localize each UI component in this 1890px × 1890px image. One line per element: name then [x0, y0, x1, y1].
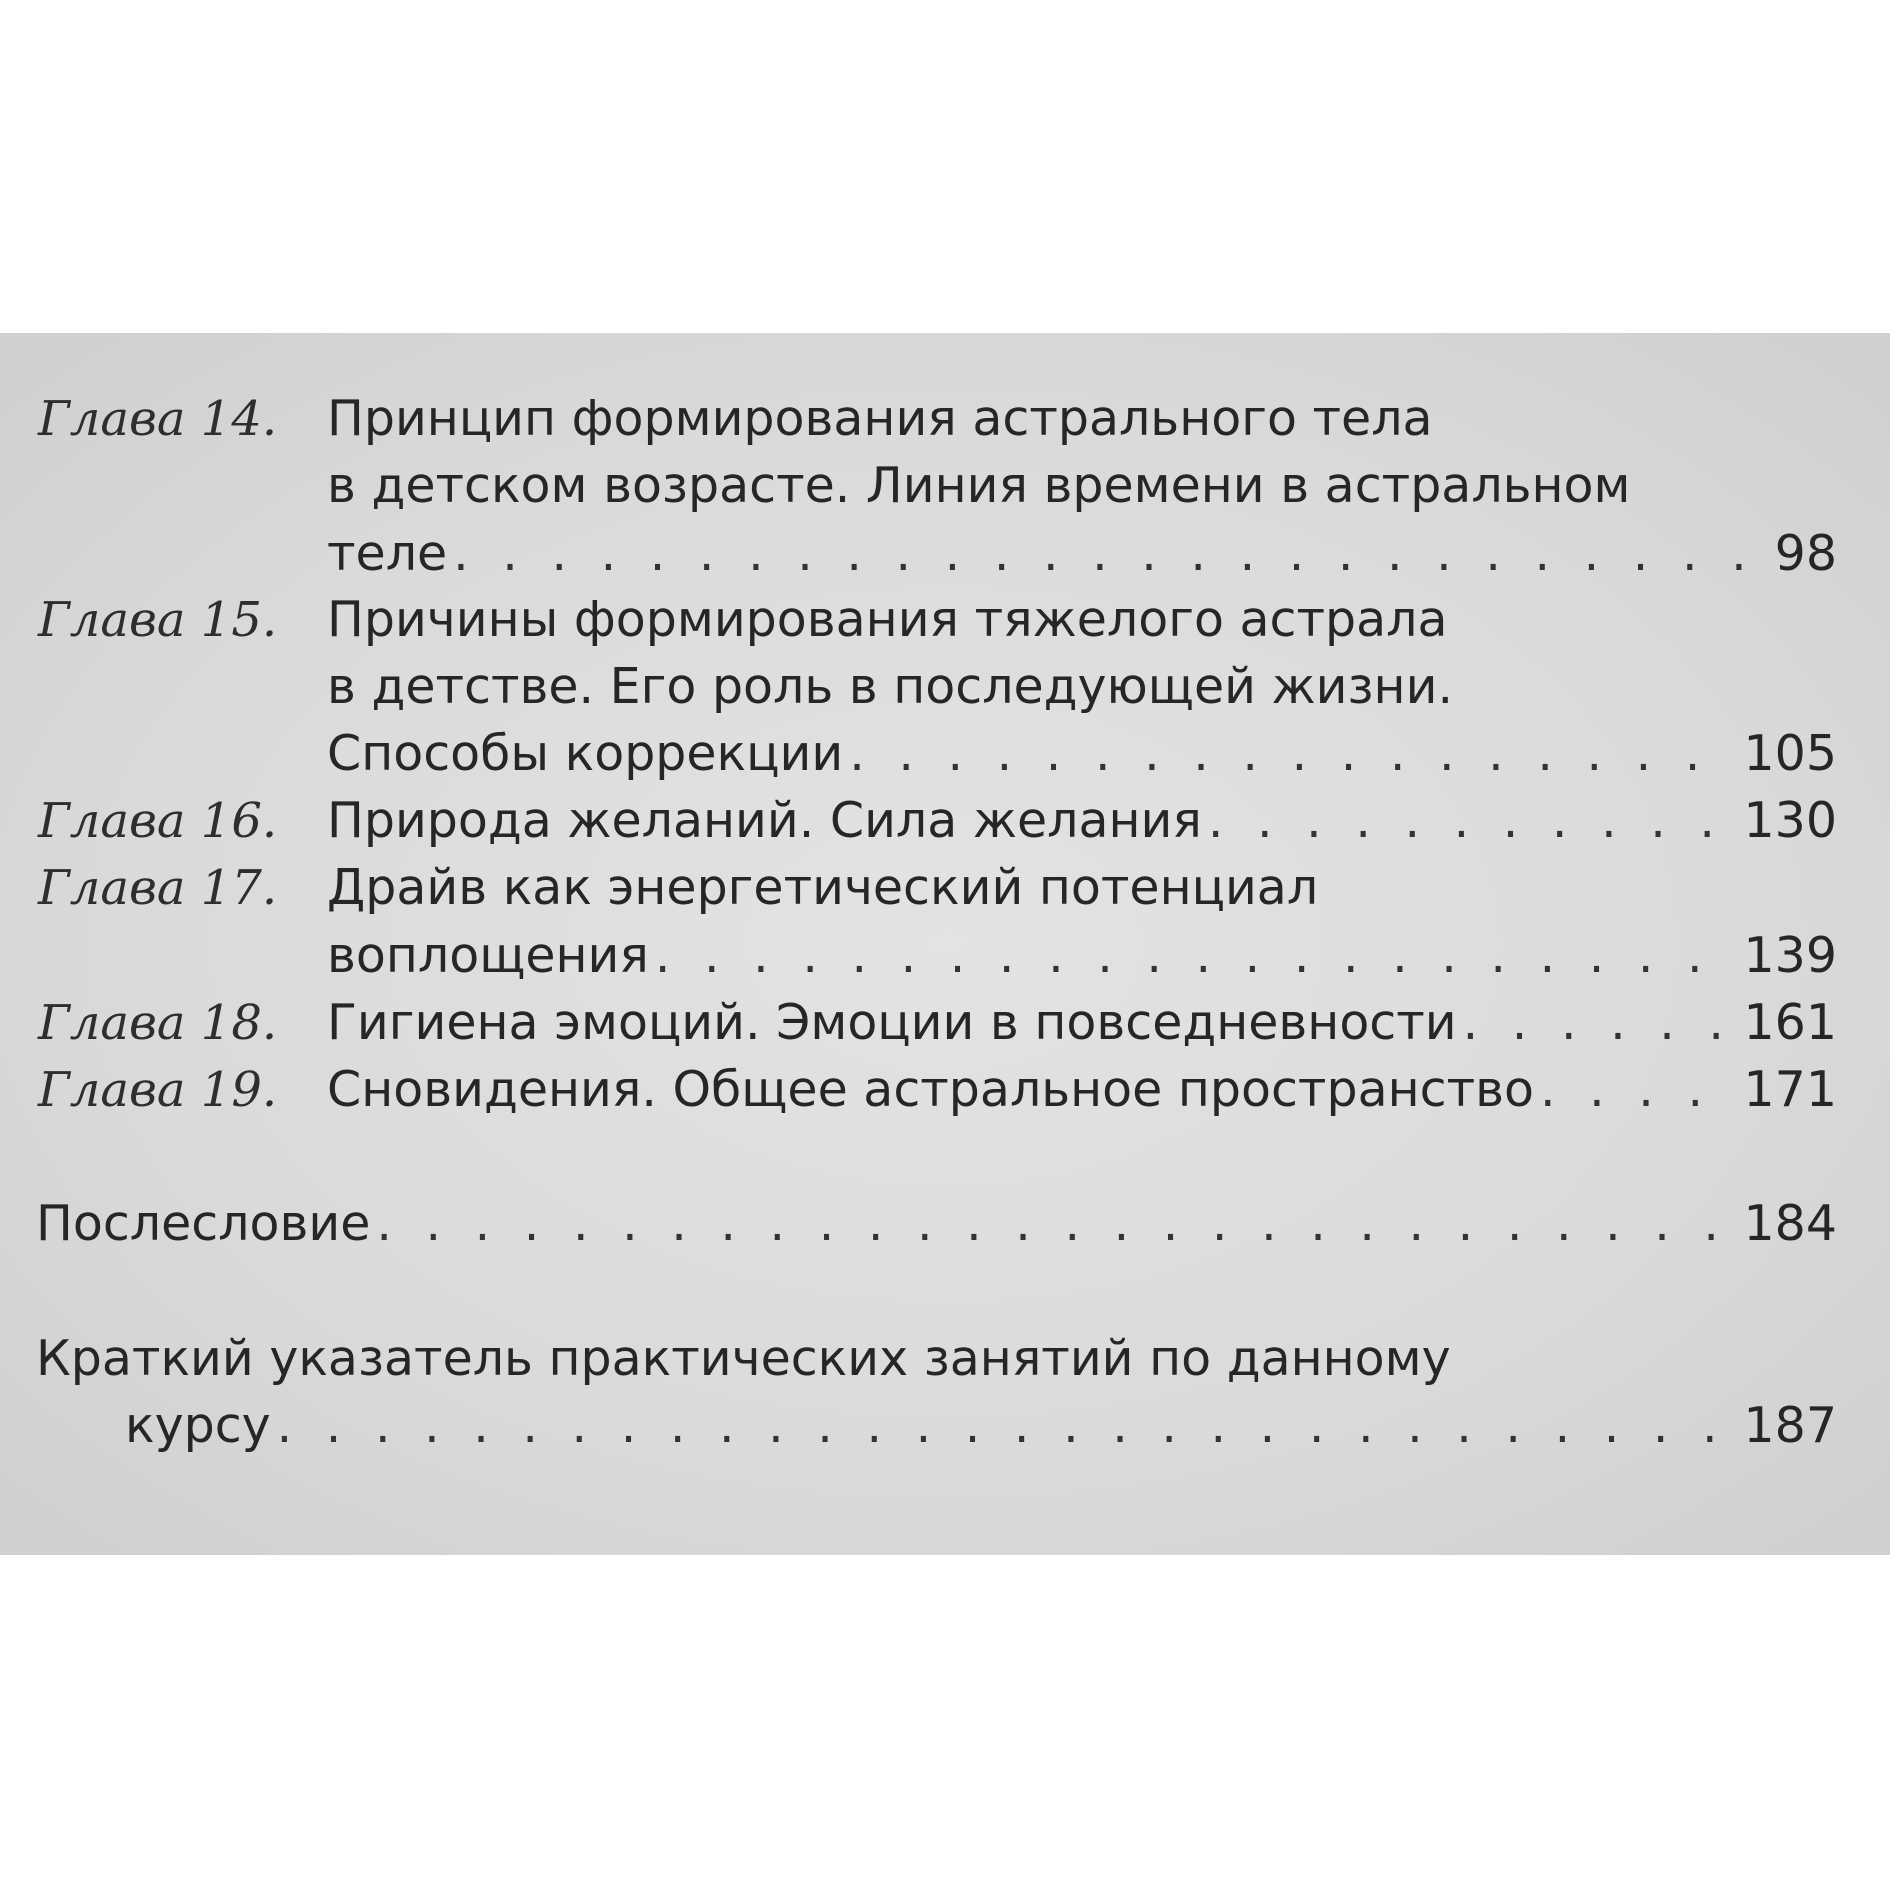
toc-entry-ch17-line2 — [327, 923, 1837, 989]
toc-entry-afterword — [36, 1191, 1837, 1257]
dot-leader — [1540, 1057, 1739, 1123]
chapter-title-continued: воплощения — [327, 927, 649, 984]
dot-leader — [655, 923, 1740, 989]
chapter-label: Глава 17. — [38, 860, 278, 916]
toc-entry-ch18 — [0, 990, 1837, 1056]
table-of-contents — [0, 333, 1890, 1555]
toc-entry-ch14-line3 — [327, 521, 1837, 587]
chapter-label: Глава 19. — [38, 1062, 278, 1118]
page-number: 130 — [1743, 792, 1837, 849]
toc-entry-ch19 — [0, 1057, 1837, 1123]
afterword-title: Послесловие — [36, 1195, 371, 1252]
dot-leader — [1208, 788, 1740, 854]
chapter-title: Принцип формирования астрального тела — [327, 390, 1433, 447]
index-title: Краткий указатель практических занятий по данному — [36, 1330, 1451, 1387]
page-number: 139 — [1743, 927, 1837, 984]
page-number: 171 — [1743, 1061, 1837, 1118]
page-number: 105 — [1743, 725, 1837, 782]
page-number: 98 — [1774, 525, 1837, 582]
chapter-label: Глава 14. — [38, 391, 278, 447]
chapter-title: Драйв как энергетический потенциал — [327, 859, 1319, 916]
page-number: 184 — [1743, 1195, 1837, 1252]
chapter-title: Сновидения. Общее астральное пространство — [327, 1061, 1534, 1118]
dot-leader — [453, 521, 1770, 587]
page-number: 187 — [1743, 1397, 1837, 1454]
dot-leader — [277, 1393, 1740, 1459]
chapter-label: Глава 15. — [38, 592, 278, 648]
chapter-title-continued: Способы коррекции — [327, 725, 844, 782]
chapter-title: Природа желаний. Сила желания — [327, 792, 1202, 849]
chapter-title-continued: в детстве. Его роль в последующей жизни. — [327, 658, 1454, 715]
toc-entry-ch16 — [0, 788, 1837, 854]
chapter-title: Гигиена эмоций. Эмоции в повседневности — [327, 994, 1457, 1051]
dot-leader — [849, 721, 1739, 787]
dot-leader — [376, 1191, 1739, 1257]
chapter-title-continued: теле — [327, 525, 448, 582]
chapter-label: Глава 18. — [38, 995, 278, 1051]
chapter-title: Причины формирования тяжелого астрала — [327, 591, 1448, 648]
index-title-continued: курсу — [125, 1397, 271, 1454]
chapter-label: Глава 16. — [38, 793, 278, 849]
toc-entry-ch15-line3 — [327, 721, 1837, 787]
toc-entry-index-line2 — [125, 1393, 1837, 1459]
dot-leader — [1463, 990, 1740, 1056]
chapter-title-continued: в детском возрасте. Линия времени в астральном — [327, 457, 1631, 514]
page-number: 161 — [1743, 994, 1837, 1051]
